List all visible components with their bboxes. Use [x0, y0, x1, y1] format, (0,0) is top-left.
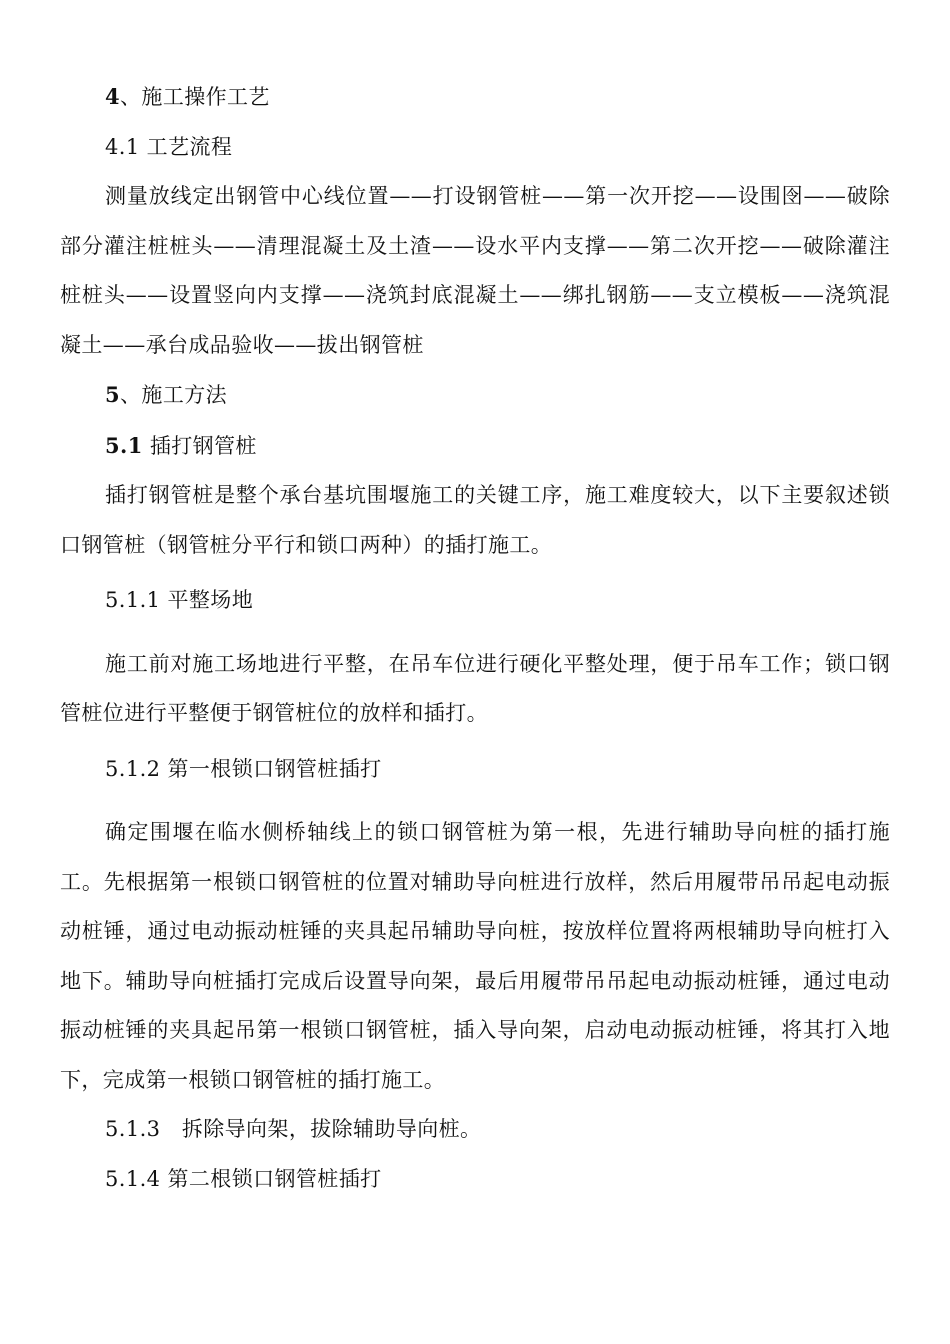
- heading-5-1-2: 5.1.2 第一根锁口钢管桩插打: [105, 756, 382, 781]
- heading-5-1-number: 5.1: [105, 432, 143, 458]
- paragraph-5-1: 插打钢管桩是整个承台基坑围堰施工的关键工序，施工难度较大，以下主要叙述锁口钢管桩（钢管桩分平行和锁口两种）的插打施工。: [60, 483, 890, 557]
- heading-4-text: 、施工操作工艺: [120, 85, 270, 109]
- heading-5-1-4: 5.1.4 第二根锁口钢管桩插打: [105, 1166, 382, 1191]
- heading-5-number: 5: [105, 382, 121, 407]
- heading-4-1: 4.1 工艺流程: [105, 134, 233, 159]
- heading-5-1-text: 插打钢管桩: [142, 433, 257, 458]
- paragraph-5-1-1: 施工前对施工场地进行平整，在吊车位进行硬化平整处理，便于吊车工作；锁口钢管桩位进行平整便于钢管桩位的放样和插打。: [60, 651, 890, 725]
- paragraph-5-1-2: 确定围堰在临水侧桥轴线上的锁口钢管桩为第一根，先进行辅助导向桩的插打施工。先根据第一根锁口钢管桩的位置对辅助导向桩进行放样，然后用履带吊吊起电动振动桩锤，通过电动振动桩锤的夹具起吊辅助导向桩，按放样位置将两根辅助导向桩打入地下。辅助导向桩插打完成后设置导向架，最后用履带吊吊起电动振动桩锤，通过电动振动桩锤的夹具起吊第一根锁口钢管桩，插入导向架，启动电动振动桩锤，将其打入地下，完成第一根锁口钢管桩的插打施工。: [60, 820, 890, 1092]
- heading-5: [60, 370, 890, 421]
- heading-5-text: 、施工方法: [120, 383, 228, 407]
- heading-5-1-3: 5.1.3 拆除导向架，拔除辅助导向桩。: [105, 1117, 482, 1141]
- paragraph-process-flow: 测量放线定出钢管中心线位置——打设钢管桩——第一次开挖——设围囹——破除部分灌注桩桩头——清理混凝土及土渣——设水平内支撑——第二次开挖——破除灌注桩桩头——设置竖向内支撑——浇筑封底混凝土——绑扎钢筋——支立模板——浇筑混凝土——承台成品验收——拔出钢管桩: [60, 184, 890, 357]
- heading-5-1-1: 5.1.1 平整场地: [105, 588, 254, 612]
- document-page: [60, 72, 890, 1204]
- heading-5-1: [60, 421, 890, 472]
- heading-4-number: 4: [105, 84, 121, 109]
- heading-4: [60, 72, 890, 123]
